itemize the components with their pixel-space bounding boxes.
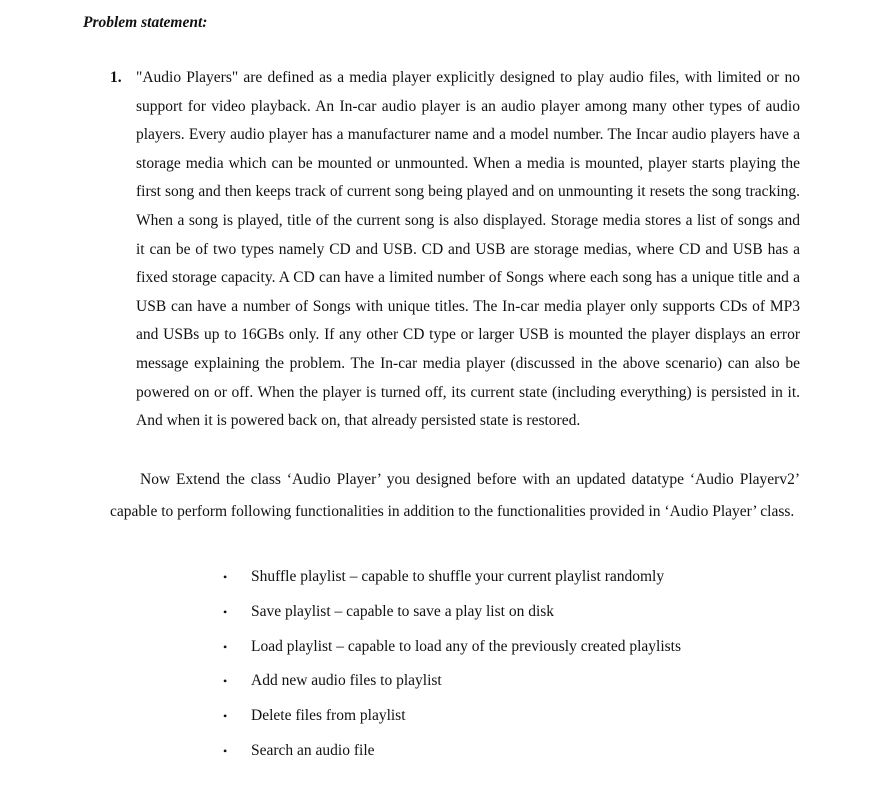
bullet-icon: • [223, 570, 228, 584]
list-item [223, 702, 681, 737]
list-item [223, 667, 681, 702]
numbered-item [110, 64, 800, 436]
extend-paragraph: Now Extend the class ‘Audio Player’ you designed before with an updated datatype ‘Audio Playerv2’ capable to perform following functionalities in addition to the functionalities provided in ‘Audio Player’ class. [110, 471, 800, 520]
list-item-text: Shuffle playlist – capable to shuffle your current playlist randomly [251, 568, 665, 585]
list-item-text: Save playlist – capable to save a play list on disk [251, 602, 555, 620]
problem-statement-heading: Problem statement: [83, 14, 208, 31]
list-item [223, 598, 681, 633]
item-number: 1. [110, 69, 122, 86]
list-item-text: Delete files from playlist [251, 707, 406, 725]
list-item [223, 737, 681, 772]
list-item [223, 563, 681, 598]
list-item [223, 633, 681, 668]
list-item-text: Search an audio file [251, 741, 375, 759]
bullet-icon: • [223, 639, 228, 654]
bullet-icon: • [223, 709, 228, 724]
problem-paragraph: "Audio Players" are defined as a media player explicitly designed to play audio files, with limited or no support for video playback. An In-car audio player is an audio player among many other types of audio players. Every audio player has a manufacturer name and a model number. The Incar audio players have a storage media which can be mounted or unmounted. When a media is mounted, player starts playing the first song and then keeps track of current song being played and on unmounting it resets the song tracking. When a song is played, title of the current song is also displayed. Storage media stores a list of songs and it can be of two types namely CD and USB. CD and USB are storage medias, where CD and USB has a fixed storage capacity. A CD can have a limited number of Songs where each song has a unique title and a USB can have a number of Songs with unique titles. The In-car media player only supports CDs of MP3 and USBs up to 16GBs only. If any other CD type or larger USB is mounted the player displays an error message explaining the problem. The In-car media player (discussed in the above scenario) can also be powered on or off. When the player is turned off, its current state (including everything) is persisted in it. And when it is powered back on, that already persisted state is restored. [136, 69, 800, 430]
bullet-icon: • [223, 674, 228, 689]
list-item-text: Add new audio files to playlist [251, 672, 442, 690]
list-item-text: Load playlist – capable to load any of the previously created playlists [251, 637, 681, 655]
bullet-icon: • [223, 743, 228, 758]
functionality-list [223, 563, 681, 772]
bullet-icon: • [223, 604, 228, 619]
